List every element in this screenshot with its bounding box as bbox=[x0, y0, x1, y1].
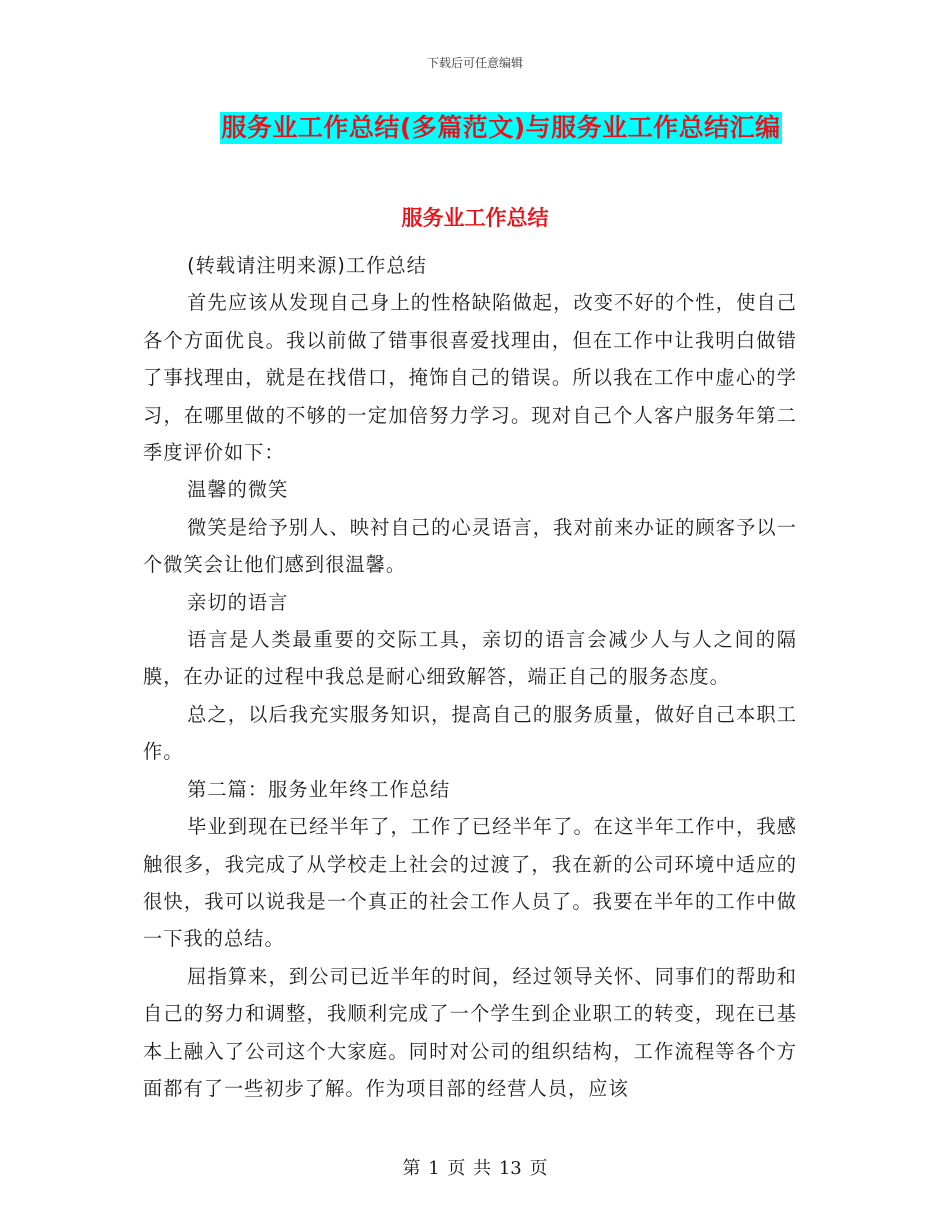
paragraph-source-note: (转载请注明来源)工作总结 bbox=[187, 254, 427, 277]
paragraph: 毕业到现在已经半年了，工作了已经半年了。在这半年工作中，我感触很多，我完成了从学校走上社会的过渡了，我在新的公司环境中适应的很快，我可以说我是一个真正的社会工作人员了。我要在半年的工作中做一下我的总结。 bbox=[143, 815, 797, 951]
paragraph-subheading: 亲切的语言 bbox=[187, 590, 289, 614]
paragraph-subheading: 温馨的微笑 bbox=[187, 478, 289, 502]
paragraph: 屈指算来，到公司已近半年的时间，经过领导关怀、同事们的帮助和自己的努力和调整，我顺利完成了一个学生到企业职工的转变，现在已基本上融入了公司这个大家庭。同时对公司的组织结构，工作流程等各个方面都有了一些初步了解。作为项目部的经营人员，应该 bbox=[143, 964, 797, 1100]
document-title: 服务业工作总结(多篇范文)与服务业工作总结汇编 bbox=[221, 113, 781, 142]
section-title: 服务业工作总结 bbox=[401, 206, 549, 230]
document-body bbox=[143, 247, 797, 1107]
paragraph-subheading: 第二篇：服务业年终工作总结 bbox=[187, 777, 451, 801]
paragraph: 语言是人类最重要的交际工具，亲切的语言会减少人与人之间的隔膜，在办证的过程中我总是耐心细致解答，端正自己的服务态度。 bbox=[143, 628, 797, 689]
document-title-row bbox=[0, 112, 950, 144]
paragraph: 首先应该从发现自己身上的性格缺陷做起，改变不好的个性，使自己各个方面优良。我以前做了错事很喜爱找理由，但在工作中让我明白做错了事找理由，就是在找借口，掩饰自己的错误。所以我在工作中虚心的学习，在哪里做的不够的一定加倍努力学习。现对自己个人客户服务年第二季度评价如下： bbox=[143, 291, 797, 465]
paragraph: 总之，以后我充实服务知识，提高自己的服务质量，做好自己本职工作。 bbox=[143, 702, 797, 764]
page-number-footer: 第 1 页 共 13 页 bbox=[402, 1158, 548, 1179]
paragraph: 微笑是给予别人、映衬自己的心灵语言，我对前来办证的顾客予以一个微笑会让他们感到很温馨。 bbox=[143, 515, 797, 577]
header-note: 下载后可任意编辑 bbox=[426, 56, 523, 70]
